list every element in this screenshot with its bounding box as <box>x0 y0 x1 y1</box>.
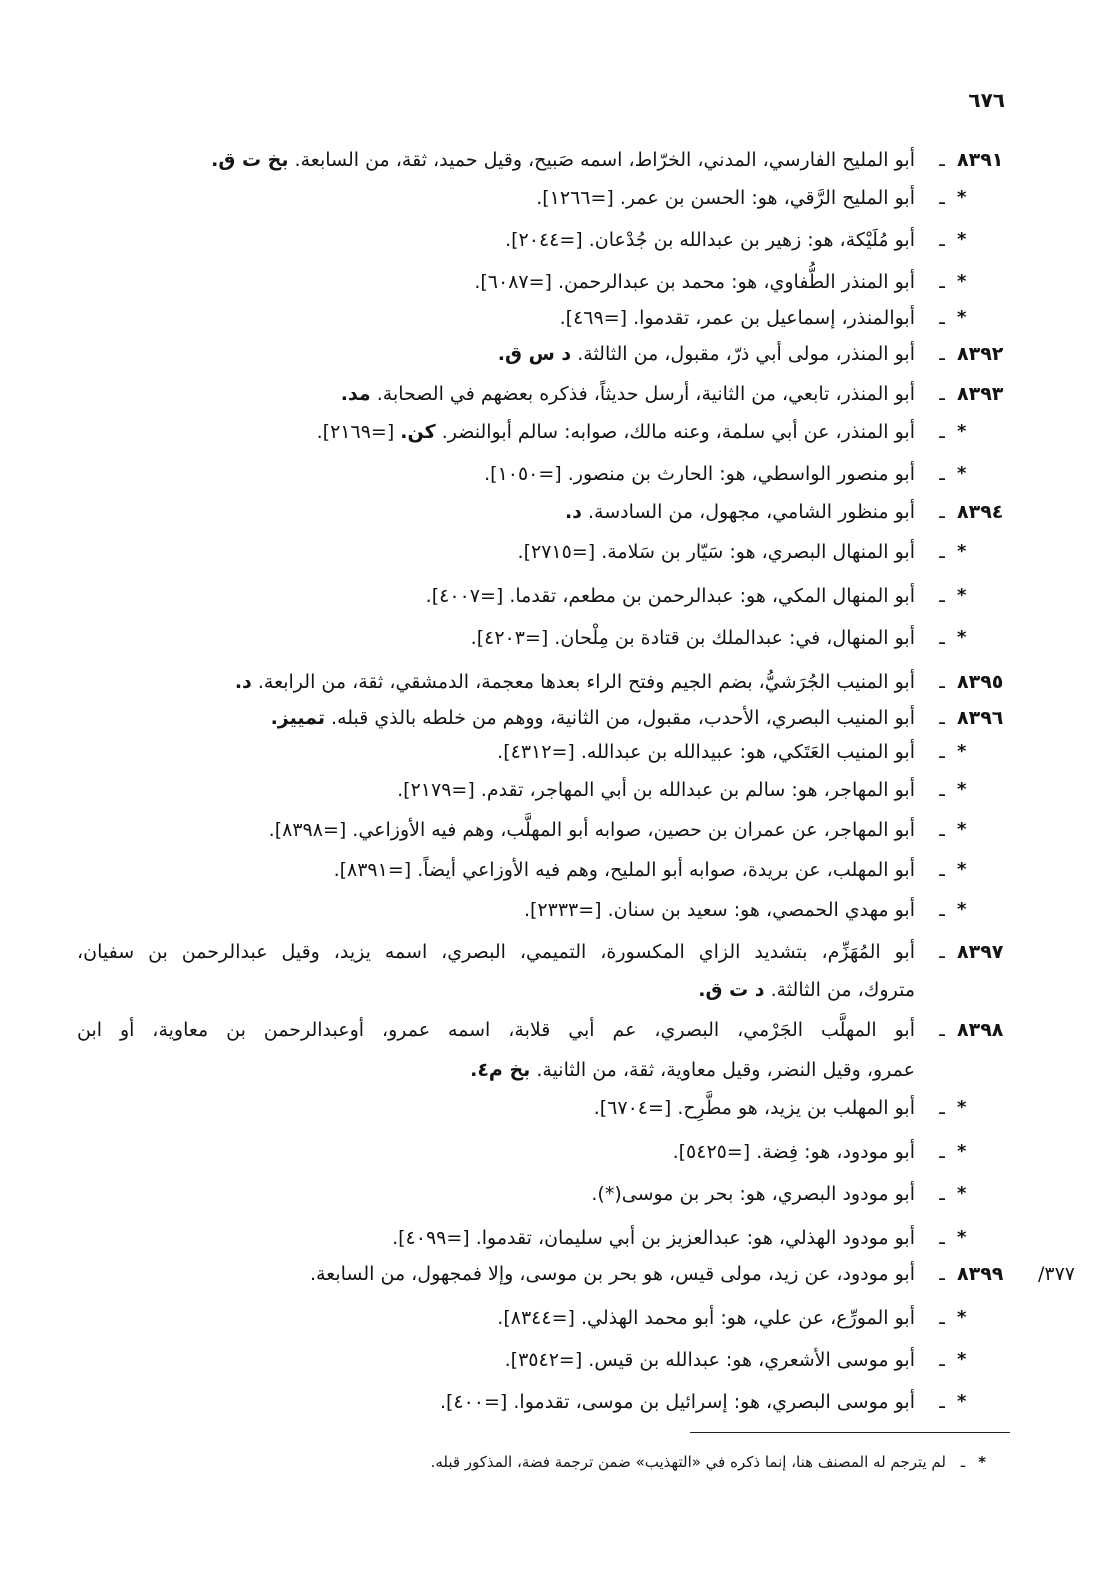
entry-text: أبو موسى الأشعري، هو: عبدالله بن قيس. [=٣٥٤٢]. <box>504 1349 915 1371</box>
entry-text: أبو المُهَزِّم، بتشديد الزاي المكسورة، التميمي، البصري، اسمه يزيد، وقيل عبدالرحمن بن سفيان، <box>77 941 915 963</box>
entry-text: أبو المنيب العَتَكي، هو: عبيدالله بن عبدالله. [=٤٣١٢]. <box>497 741 915 763</box>
footnote <box>431 1448 990 1476</box>
entry-text: أبو مودود الهذلي، هو: عبدالعزيز بن أبي سليمان، تقدموا. [=٤٠٩٩]. <box>392 1227 915 1249</box>
reference-star: * <box>957 627 967 648</box>
reference-star: * <box>957 1307 967 1328</box>
cross-reference <box>334 855 1005 885</box>
entry-text-line <box>211 145 927 175</box>
reference-star: * <box>957 541 967 562</box>
reference-star: * <box>957 463 967 484</box>
dash-separator: ـ <box>939 1349 945 1371</box>
entry-text-line <box>341 379 927 409</box>
reference-star: * <box>957 1349 967 1370</box>
continuation-line <box>470 1055 1005 1085</box>
entry-text: أبو منصور الواسطي، هو: الحارث بن منصور. [=١٠٥٠]. <box>484 463 915 485</box>
entry-text-line <box>565 497 927 527</box>
entry-text: متروك، من الثالثة. <box>764 979 915 1001</box>
dash-separator: ـ <box>939 941 945 963</box>
cross-reference <box>471 623 1005 653</box>
entry-text-line <box>397 775 927 805</box>
siglum: د. <box>234 671 252 693</box>
cross-reference <box>524 895 1005 925</box>
entry-text-line <box>474 267 927 297</box>
dash-separator: ـ <box>939 501 945 523</box>
dash-separator: ـ <box>939 1019 945 1041</box>
entry-text: أبو المورِّع، عن علي، هو: أبو محمد الهذلي. [=٨٣٤٤]. <box>497 1307 915 1329</box>
dash-separator: ـ <box>939 149 945 171</box>
reference-star: * <box>957 187 967 208</box>
entry-text: أبو المليح الفارسي، المدني، الخرّاط، اسمه صَبيح، وقيل حميد، ثقة، من السابعة. <box>288 149 915 171</box>
entry-text: أبو المهاجر، هو: سالم بن عبدالله بن أبي المهاجر، تقدم. [=٢١٧٩]. <box>397 779 915 801</box>
dash-separator: ـ <box>939 343 945 365</box>
entry-text: أبو المنهال المكي، هو: عبدالرحمن بن مطعم، تقدما. [=٤٠٠٧]. <box>425 585 915 607</box>
entry-text: أبو مهدي الحمصي، هو: سعيد بن سنان. [=٢٣٣٣]. <box>523 899 915 921</box>
entry-number: ٨٣٩٩ <box>957 1263 1004 1285</box>
entry-text-line <box>470 1055 927 1085</box>
siglum: د ت ق. <box>698 979 765 1001</box>
siglum: تمييز. <box>270 707 325 729</box>
siglum: مد. <box>340 383 371 405</box>
siglum: د. <box>564 501 582 523</box>
dash-separator: ـ <box>939 1183 945 1205</box>
entry-text-line <box>471 623 927 653</box>
dash-separator: ـ <box>939 741 945 763</box>
dash-separator: ـ <box>939 1307 945 1329</box>
entry-text-line <box>392 1223 927 1253</box>
entry-number: ٨٣٩٥ <box>957 671 1004 693</box>
page-number: ٦٧٦ <box>968 88 1005 112</box>
biography-entry <box>211 145 1005 175</box>
biography-entry <box>498 339 1005 369</box>
cross-reference <box>560 303 1005 333</box>
cross-reference <box>505 225 1005 255</box>
siglum: بخ ت ق. <box>211 149 289 171</box>
cross-reference <box>392 1223 1005 1253</box>
cross-reference <box>426 581 1005 611</box>
siglum: بخ م٤. <box>470 1059 531 1081</box>
dash-separator: ـ <box>939 421 945 443</box>
entry-text-line <box>235 667 927 697</box>
dash-separator: ـ <box>939 707 945 729</box>
entry-text: أبو المهاجر، عن عمران بن حصين، صوابه أبو المهلَّب، وهم فيه الأوزاعي. [=٨٣٩٨]. <box>268 819 915 841</box>
dash-separator: ـ <box>939 1141 945 1163</box>
dash-separator: ـ <box>939 899 945 921</box>
entry-text-line <box>484 459 927 489</box>
entry-text: أبو منظور الشامي، مجهول، من السادسة. <box>581 501 915 523</box>
entry-number: ٨٣٩٧ <box>957 941 1004 963</box>
entry-text: أبو المنيب الجُرَشيُّ، بضم الجيم وفتح الراء بعدها معجمة، الدمشقي، ثقة، من الرابعة. <box>251 671 915 693</box>
entry-text-line <box>271 703 927 733</box>
reference-star: * <box>957 899 967 920</box>
entry-text-line <box>505 225 927 255</box>
cross-reference <box>518 537 1005 567</box>
biography-entry <box>565 497 1005 527</box>
entry-text: أبو المنهال، في: عبدالملك بن قتادة بن مِلْحان. [=٤٢٠٣]. <box>470 627 915 649</box>
entry-number: ٨٣٩٤ <box>957 501 1004 523</box>
biography-entry <box>77 937 1005 967</box>
entry-text-line <box>505 1345 927 1375</box>
entry-text-line <box>536 183 927 213</box>
cross-reference <box>497 1303 1005 1333</box>
reference-star: * <box>957 1227 967 1248</box>
dash-separator: ـ <box>939 1097 945 1119</box>
cross-reference <box>497 737 1005 767</box>
entry-text-line <box>591 1179 927 1209</box>
cross-reference <box>505 1345 1005 1375</box>
siglum: د س ق. <box>497 343 572 365</box>
reference-star: * <box>957 307 967 328</box>
entry-text: أبو مودود البصري، هو: بحر بن موسى(*). <box>591 1183 915 1205</box>
margin-page-reference: /٣٧٧ <box>1037 1263 1075 1285</box>
reference-star: * <box>957 421 967 442</box>
entry-number: ٨٣٩٦ <box>957 707 1004 729</box>
footnote-divider <box>690 1432 1010 1433</box>
dash-separator: ـ <box>939 383 945 405</box>
reference-star: * <box>957 779 967 800</box>
cross-reference <box>594 1093 1005 1123</box>
entry-text-line <box>426 581 927 611</box>
reference-star: * <box>957 271 967 292</box>
entry-text: أبو مُلَيْكة، هو: زهير بن عبدالله بن جُدْعان. [=٢٠٤٤]. <box>505 229 915 251</box>
entry-text-line <box>497 737 927 767</box>
dash-separator: ـ <box>939 229 945 251</box>
reference-star: * <box>957 229 967 250</box>
cross-reference <box>536 183 1005 213</box>
entry-text-line <box>518 537 927 567</box>
entry-text: أبو مودود، عن زيد، مولى قيس، هو بحر بن موسى، وإلا فمجهول، من السابعة. <box>309 1263 915 1285</box>
dash-separator: ـ <box>960 1453 966 1471</box>
entry-text-line <box>673 1137 927 1167</box>
biography-entry <box>235 667 1005 697</box>
entry-text: أبو المليح الرَّقي، هو: الحسن بن عمر. [=١٢٦٦]. <box>536 187 915 209</box>
reference-star: * <box>957 1183 967 1204</box>
entry-number: ٨٣٩٢ <box>957 343 1004 365</box>
continuation-line <box>698 975 1005 1005</box>
entry-text: [=٢١٦٩]. <box>316 421 401 443</box>
siglum: كن. <box>400 421 436 443</box>
reference-star: * <box>957 859 967 880</box>
cross-reference <box>591 1179 1005 1209</box>
entry-text: أبوالمنذر، إسماعيل بن عمر، تقدموا. [=٤٦٩]. <box>559 307 915 329</box>
cross-reference <box>673 1137 1005 1167</box>
dash-separator: ـ <box>939 271 945 293</box>
entry-text: أبو موسى البصري، هو: إسرائيل بن موسى، تقدموا. [=٤٠٠]. <box>439 1391 915 1413</box>
entry-text-line <box>77 937 927 967</box>
entry-number: ٨٣٩٣ <box>957 383 1004 405</box>
dash-separator: ـ <box>939 1227 945 1249</box>
dash-separator: ـ <box>939 585 945 607</box>
dash-separator: ـ <box>939 1263 945 1285</box>
footnote-marker: * <box>978 1453 986 1471</box>
dash-separator: ـ <box>939 541 945 563</box>
reference-star: * <box>957 585 967 606</box>
entry-text: أبو المنذر الطُّفاوي، هو: محمد بن عبدالرحمن. [=٦٠٨٧]. <box>474 271 915 293</box>
dash-separator: ـ <box>939 819 945 841</box>
biography-entry <box>271 703 1005 733</box>
entry-text-line <box>594 1093 927 1123</box>
cross-reference <box>440 1387 1005 1417</box>
dash-separator: ـ <box>939 187 945 209</box>
entry-text: أبو المهلب، عن بريدة، صوابه أبو المليح، وهم فيه الأوزاعي أيضاً. [=٨٣٩١]. <box>333 859 915 881</box>
entry-text-line <box>269 815 927 845</box>
dash-separator: ـ <box>939 307 945 329</box>
entry-text: أبو المنذر، عن أبي سلمة، وعنه مالك، صوابه: سالم أبوالنضر. <box>435 421 915 443</box>
cross-reference <box>474 267 1005 297</box>
dash-separator: ـ <box>939 1391 945 1413</box>
cross-reference <box>397 775 1005 805</box>
entry-text: عمرو، وقيل النضر، وقيل معاوية، ثقة، من الثانية. <box>530 1059 915 1081</box>
entry-text: أبو المنهال البصري، هو: سَيّار بن سَلامة. [=٢٧١٥]. <box>517 541 915 563</box>
entry-text-line <box>498 339 927 369</box>
reference-star: * <box>957 741 967 762</box>
entry-number: ٨٣٩١ <box>957 149 1004 171</box>
entry-text: أبو مودود، هو: فِضة. [=٥٤٢٥]. <box>672 1141 915 1163</box>
biography-entry <box>341 379 1005 409</box>
entry-number: ٨٣٩٨ <box>957 1019 1004 1041</box>
dash-separator: ـ <box>939 627 945 649</box>
entry-text: أبو المنيب البصري، الأحدب، مقبول، من الثانية، ووهم من خلطه بالذي قبله. <box>324 707 915 729</box>
footnote-text: لم يترجم له المصنف هنا، إنما ذكره في «التهذيب» ضمن ترجمة فضة، المذكور قبله. <box>430 1453 946 1471</box>
entry-text: أبو المنذر، مولى أبي ذرّ، مقبول، من الثالثة. <box>571 343 915 365</box>
biography-entry <box>310 1259 1005 1289</box>
entry-text-line <box>334 855 927 885</box>
entry-text: أبو المهلَّب الجَرْمي، البصري، عم أبي قلابة، اسمه عمرو، أوعبدالرحمن بن معاوية، أو ابن <box>77 1019 915 1041</box>
cross-reference <box>269 815 1005 845</box>
reference-star: * <box>957 1097 967 1118</box>
dash-separator: ـ <box>939 463 945 485</box>
entry-text-line <box>310 1259 927 1289</box>
entry-text-line <box>77 1015 927 1045</box>
entry-text-line <box>524 895 927 925</box>
entry-text-line <box>440 1387 927 1417</box>
entry-text: أبو المنذر، تابعي، من الثانية، أرسل حديثاً، فذكره بعضهم في الصحابة. <box>370 383 915 405</box>
entry-text-line <box>497 1303 927 1333</box>
biography-entry <box>77 1015 1005 1045</box>
entry-text-line <box>560 303 927 333</box>
dash-separator: ـ <box>939 779 945 801</box>
entry-text-line <box>698 975 927 1005</box>
entry-text-line <box>317 417 927 447</box>
entry-text: أبو المهلب بن يزيد، هو مطَّرِح. [=٦٧٠٤]. <box>593 1097 915 1119</box>
cross-reference <box>317 417 1005 447</box>
dash-separator: ـ <box>939 859 945 881</box>
cross-reference <box>484 459 1005 489</box>
reference-star: * <box>957 1391 967 1412</box>
dash-separator: ـ <box>939 671 945 693</box>
reference-star: * <box>957 1141 967 1162</box>
reference-star: * <box>957 819 967 840</box>
